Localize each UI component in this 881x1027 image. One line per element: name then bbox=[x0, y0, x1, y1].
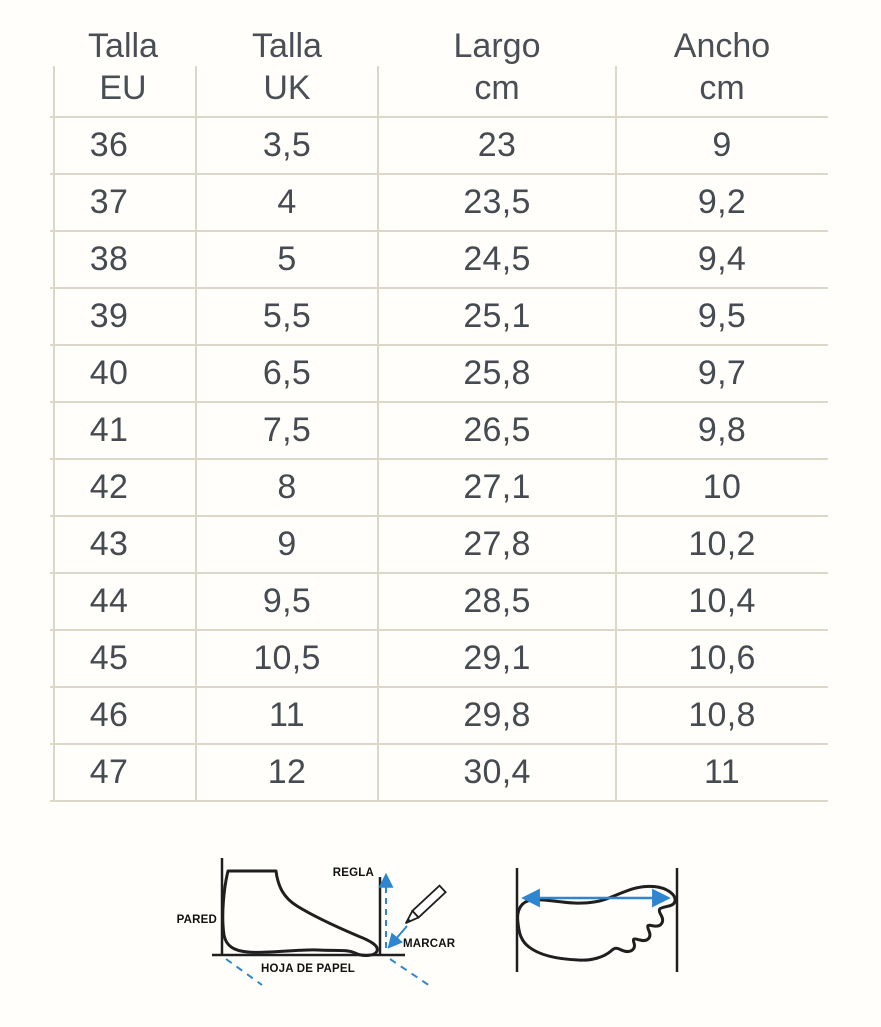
cell-ancho-cm: 9,7 bbox=[697, 354, 747, 392]
cell-ancho-cm: 10,8 bbox=[688, 696, 756, 734]
table-row bbox=[50, 631, 828, 688]
foot-measuring-diagrams bbox=[150, 845, 710, 1010]
cell-ancho-cm: 9 bbox=[712, 126, 732, 164]
cell-ancho-cm: 10,2 bbox=[688, 525, 756, 563]
cell-largo-cm: 23,5 bbox=[463, 183, 531, 221]
cell-largo-cm: 25,1 bbox=[463, 297, 531, 335]
header-cell bbox=[196, 25, 378, 116]
header-line2: cm bbox=[474, 69, 520, 107]
table-row bbox=[50, 574, 828, 631]
cell-ancho-cm: 11 bbox=[704, 753, 740, 791]
cell-talla-uk: 9,5 bbox=[262, 582, 312, 620]
cell-ancho-cm: 9,4 bbox=[697, 240, 747, 278]
size-chart bbox=[50, 25, 828, 802]
header-line1: Talla bbox=[88, 27, 158, 65]
cell-largo-cm: 26,5 bbox=[463, 411, 531, 449]
header-line1: Talla bbox=[252, 27, 322, 65]
table-row bbox=[50, 688, 828, 745]
cell-largo-cm: 29,8 bbox=[463, 696, 531, 734]
table-row bbox=[50, 118, 828, 175]
header-line2: cm bbox=[699, 69, 745, 107]
table-row bbox=[50, 745, 828, 802]
cell-talla-uk: 3,5 bbox=[262, 126, 312, 164]
cell-largo-cm: 28,5 bbox=[463, 582, 531, 620]
cell-talla-eu: 43 bbox=[89, 525, 129, 563]
column-divider bbox=[377, 66, 379, 802]
cell-talla-uk: 5,5 bbox=[262, 297, 312, 335]
cell-talla-uk: 6,5 bbox=[262, 354, 312, 392]
table-row bbox=[50, 346, 828, 403]
mark-label: MARCAR bbox=[403, 938, 456, 950]
wall-label: PARED bbox=[176, 914, 217, 926]
ruler-label: REGLA bbox=[332, 867, 374, 879]
cell-talla-uk: 12 bbox=[267, 753, 307, 791]
cell-talla-uk: 8 bbox=[277, 468, 297, 506]
cell-largo-cm: 24,5 bbox=[463, 240, 531, 278]
cell-ancho-cm: 9,2 bbox=[697, 183, 747, 221]
cell-largo-cm: 27,8 bbox=[463, 525, 531, 563]
cell-talla-eu: 41 bbox=[89, 411, 129, 449]
header-line2: UK bbox=[263, 69, 311, 107]
cell-talla-uk: 4 bbox=[277, 183, 297, 221]
cell-talla-eu: 39 bbox=[89, 297, 129, 335]
cell-largo-cm: 23 bbox=[477, 126, 517, 164]
cell-talla-uk: 10,5 bbox=[253, 639, 321, 677]
cell-largo-cm: 25,8 bbox=[463, 354, 531, 392]
header-line2: EU bbox=[99, 69, 147, 107]
table-row bbox=[50, 232, 828, 289]
cell-talla-eu: 45 bbox=[89, 639, 129, 677]
pencil-icon bbox=[403, 886, 446, 927]
column-divider bbox=[615, 66, 617, 802]
header-line1: Largo bbox=[453, 27, 541, 65]
table-row bbox=[50, 460, 828, 517]
cell-talla-eu: 47 bbox=[89, 753, 129, 791]
cell-ancho-cm: 9,8 bbox=[697, 411, 747, 449]
cell-talla-eu: 37 bbox=[89, 183, 129, 221]
header-cell bbox=[50, 25, 196, 116]
header-cell bbox=[616, 25, 828, 116]
table-header-row bbox=[50, 25, 828, 118]
table-row bbox=[50, 175, 828, 232]
width-measure-diagram bbox=[517, 868, 677, 972]
foot-profile-outline bbox=[223, 871, 378, 955]
cell-largo-cm: 29,1 bbox=[463, 639, 531, 677]
cell-talla-uk: 9 bbox=[277, 525, 297, 563]
table-row bbox=[50, 289, 828, 346]
cell-talla-eu: 36 bbox=[89, 126, 129, 164]
cell-ancho-cm: 9,5 bbox=[697, 297, 747, 335]
header-line1: Ancho bbox=[673, 27, 771, 65]
cell-ancho-cm: 10,6 bbox=[688, 639, 756, 677]
cell-largo-cm: 27,1 bbox=[463, 468, 531, 506]
cell-ancho-cm: 10,4 bbox=[688, 582, 756, 620]
paper-edge-dashed-right bbox=[390, 959, 430, 986]
cell-talla-eu: 40 bbox=[89, 354, 129, 392]
table-row bbox=[50, 403, 828, 460]
cell-ancho-cm: 10 bbox=[702, 468, 742, 506]
cell-talla-eu: 46 bbox=[89, 696, 129, 734]
cell-talla-uk: 7,5 bbox=[262, 411, 312, 449]
cell-talla-uk: 11 bbox=[269, 696, 305, 734]
table-row bbox=[50, 517, 828, 574]
header-cell bbox=[378, 25, 616, 116]
table-body bbox=[50, 118, 828, 802]
cell-talla-eu: 44 bbox=[89, 582, 129, 620]
paper-label: HOJA DE PAPEL bbox=[261, 963, 355, 975]
column-divider bbox=[195, 66, 197, 802]
cell-talla-uk: 5 bbox=[277, 240, 297, 278]
length-measure-diagram bbox=[177, 858, 456, 986]
cell-largo-cm: 30,4 bbox=[463, 753, 531, 791]
paper-edge-dashed-left bbox=[226, 959, 262, 985]
cell-talla-eu: 38 bbox=[89, 240, 129, 278]
column-divider bbox=[53, 66, 55, 802]
cell-talla-eu: 42 bbox=[89, 468, 129, 506]
